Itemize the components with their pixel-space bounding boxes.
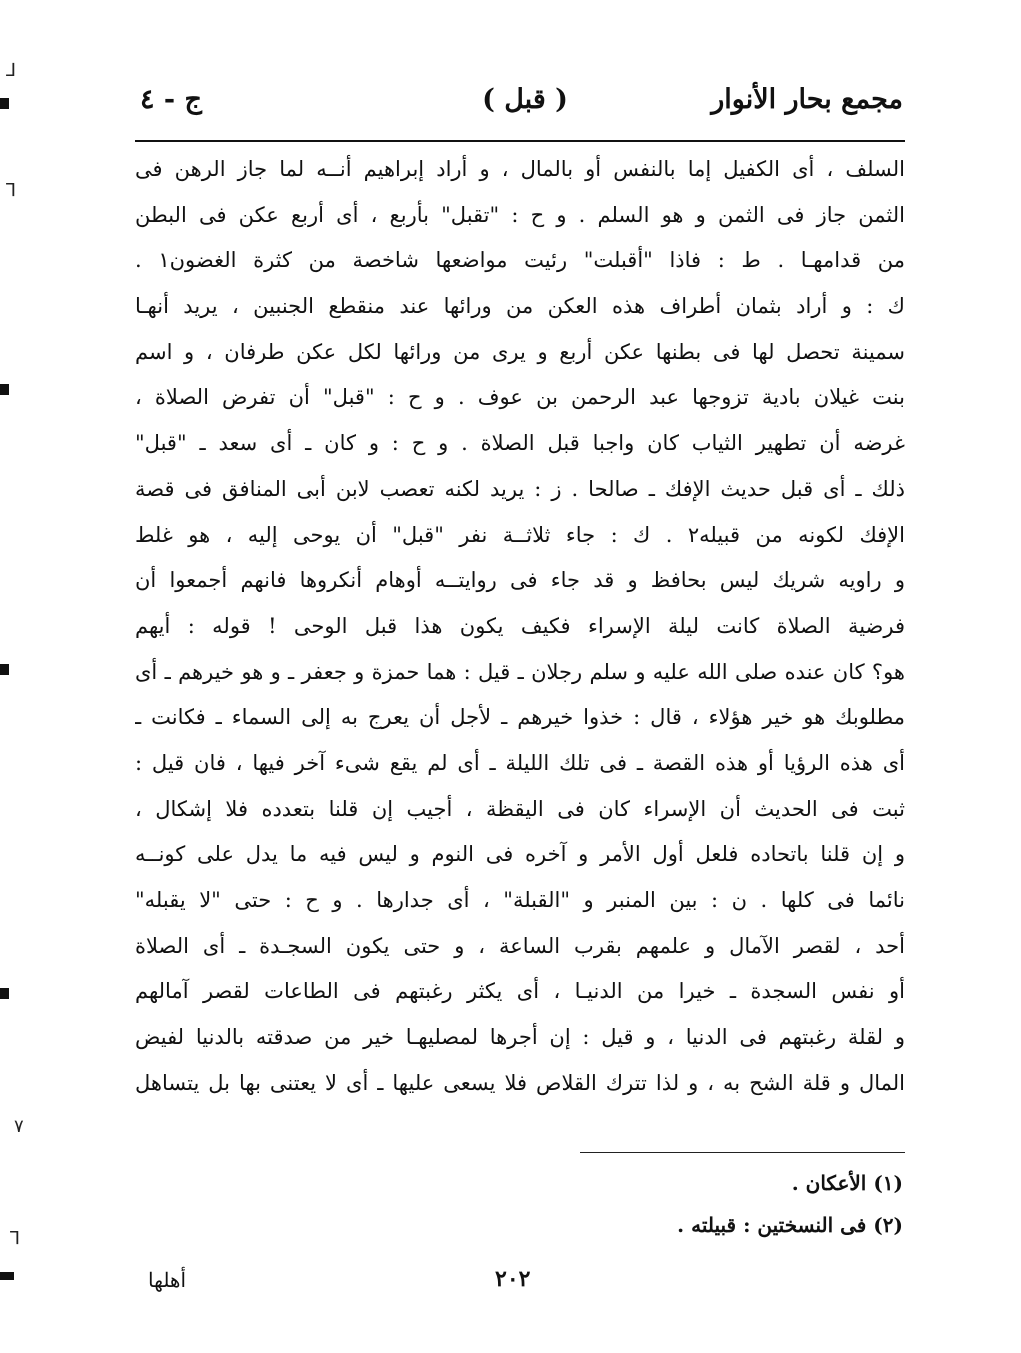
scan-mark [0,98,9,109]
running-title: مجمع بحار الأنوار [711,84,903,115]
text-line: ذلك ـ أى قبل حديث الإفك ـ صالحا . ز : يريد لكنه تعصب لابن أبى المنافق فى قصة [135,476,905,501]
footnote-2: (٢) فى النسختين : قبيلته . [677,1213,903,1237]
text-line: أى هذه الرؤيا أو هذه القصة ـ فى تلك الليلة ـ أى لم يقع شىء آخر فيها ، فان قيل : [135,750,905,775]
text-line: أو نفس السجدة ـ خيرا من الدنيـا ، أى يكثر رغبتهم فى الطاعات لقصر آمالهم [135,979,905,1004]
margin-tick-icon: ⅃ [6,60,17,81]
text-line: و إن قلنا باتحاده فلعل أول الأمر و آخره فى النوم و ليس فيه ما يدل على كونــه [135,842,905,867]
text-line: الإفك لكونه من قبيله٢ . ك : جاء ثلاثــة نفر "قبل" أن يوحى إليه ، هو غلط [135,522,905,547]
text-line: نائما فى كلها . ن : بين المنبر و "القبلة" ، أى جدارها . و ح : حتى "لا يقبله" [135,888,905,912]
text-line: و راويه شريك ليس بحافظ و قد جاء فى روايتــه أوهام أنكروها فانهم أجمعوا أن [135,568,905,593]
margin-tick-icon: ⅂ [6,180,17,201]
text-line: بنت غيلان بادية تزوجها عبد الرحمن بن عوف . و ح : "قبل" أن تفرض الصلاة ، [135,385,905,410]
scan-mark [0,664,9,675]
body-text [135,147,905,1106]
text-line: ك : و أراد بثمان أطراف هذه العكن من ورائها عند منقطع الجنبين ، يريد أنهـا [135,294,905,319]
text-line: فرضية الصلاة كانت ليلة الإسراء فكيف يكون هذا قبل الوحى ! قوله : أيهم [135,613,905,638]
text-line: سمينة تحصل لها فى بطنها عكن أربع و يرى من ورائها لكل عكن طرفان ، و اسم [135,339,905,364]
margin-tick-icon: ⅂ [10,1228,21,1249]
text-line: من قدامهـا . ط : فاذا "أقبلت" رئيت مواضعها شاخصة من كثرة الغضون١ . [135,248,905,273]
footnotes [677,1162,903,1246]
volume-label: ج - ٤ [140,84,202,115]
text-line: و لقلة رغبتهم فى الدنيا ، و قيل : إن أجرها لمصليهـا خير من صدقته بالدنيا لفيض [135,1025,905,1050]
catchword: أهلها [148,1268,187,1292]
footnote-1: (١) الأعكان . [791,1171,903,1195]
text-line: أحد ، لقصر الآمال و علمهم بقرب الساعة ، و حتى يكون السجـدة ـ أى الصلاة [135,933,905,958]
text-line: غرضه أن تطهير الثياب كان واجبا قبل الصلاة . و ح : و كان ـ أى سعد ـ "قبل" [135,431,905,456]
text-line: المال و قلة الشح به ، و لذا تترك القلاص فلا يسعى عليها ـ أى لا يعتنى بها بل يتساهل [135,1070,905,1095]
scan-mark [0,988,9,999]
text-line: السلف ، أى الكفيل إما بالنفس أو بالمال ، و أراد إبراهيم أنــه لما جاز الرهن فى [135,157,905,181]
scan-mark [0,384,9,395]
scan-mark [0,1272,14,1280]
text-line: مطلوبك هو خير هؤلاء ، قال : خذوا خيرهم ـ لأجل أن يعرج به إلى السماء ـ فكانت ـ [135,705,905,730]
footnote-rule [580,1152,905,1153]
entry-heading: ( قبل ) [482,84,568,115]
header-rule [135,140,905,142]
page-number: ٢٠٢ [495,1266,531,1292]
text-line: الثمن جاز فى الثمن و هو السلم . و ح : "تقبل" بأربع ، أى أربع عكن فى البطن [135,202,905,227]
margin-tick-icon: ٧ [14,1116,24,1137]
text-line: هو؟ كان عنده صلى الله عليه و سلم رجلان ـ قيل : هما حمزة و جعفر ـ و هو خيرهم ـ أى [135,659,905,684]
text-line: ثبت فى الحديث أن الإسراء كان فى اليقظة ، أجيب إن قلنا بتعدده فلا إشكال ، [135,796,905,821]
